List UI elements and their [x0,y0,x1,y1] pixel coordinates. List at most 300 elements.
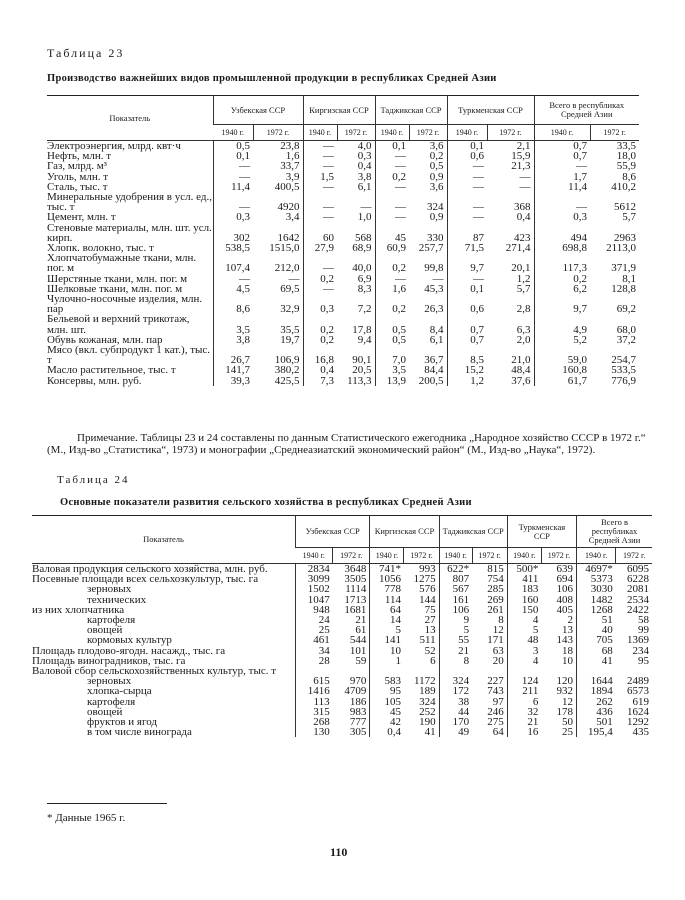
table-row [47,294,639,314]
table-cell: 13 [424,624,436,637]
table-cell: 948 [296,605,333,615]
row-label: овощей [87,705,123,718]
table-cell: 324 [427,201,444,214]
table-cell: 7,0 [375,345,409,365]
table-cell: 285 [487,583,504,596]
row-label: картофеля [87,614,136,627]
row-label: Хлопчатобумажные ткани, млн. пог. м [47,252,197,275]
table-cell: 0,5 [429,160,444,173]
table-cell: — [519,170,531,183]
table-cell: 1416 [296,686,333,696]
table-cell: 69,2 [616,303,636,316]
table-cell: 3,8 [357,170,372,183]
table-cell: 27 [424,614,436,627]
table23-year-header: 1972 г. [487,125,534,141]
table-cell: 26,7 [213,345,253,365]
table-cell: 99 [638,624,649,637]
row-label: кормовых культур [87,634,172,647]
table-cell: 37,2 [616,333,636,346]
table24-year-header: 1972 г. [472,548,507,564]
table-cell: 1,2 [516,272,531,285]
table-cell: 368 [514,201,531,214]
table-cell: 59 [355,654,367,667]
table-cell: 778 [370,584,404,594]
table-cell: 993 [419,563,436,575]
table-cell: 55,9 [616,160,636,173]
table-cell: 622* [439,564,472,575]
table-cell: 461 [296,635,333,645]
table-cell: 41 [424,726,436,739]
table-cell: 45 [375,223,409,243]
table-cell: 410,2 [611,180,636,193]
table23-year-header: 1940 г. [303,125,337,141]
table-cell: 9,7 [447,253,487,273]
table-cell: 5373 [577,574,616,584]
table-cell: 2834 [296,564,333,575]
table-cell: 19,7 [280,333,300,346]
row-label: Газ, млрд. м³ [47,160,107,173]
table24-year-header: 1940 г. [577,548,616,564]
table-cell: 2,8 [516,303,531,316]
table-cell: 144 [419,593,436,606]
table-cell: 113,3 [347,374,372,387]
table-cell: 10 [370,646,404,656]
table-cell: 15,9 [511,150,531,163]
table-cell: 45,3 [424,282,444,295]
table-cell: 6,1 [357,180,372,193]
table-cell: 212,0 [274,262,300,275]
table-cell: 69,5 [280,282,300,295]
table23-year-header: 1972 г. [253,125,303,141]
table-cell: — [303,161,337,171]
table-cell: 970 [349,675,367,688]
table-cell: 0,4 [370,727,404,737]
table-cell: 0,2 [429,150,444,163]
table-cell: 5,7 [622,211,636,224]
table-cell: 743 [487,685,504,698]
table-cell: 0,1 [447,284,487,294]
t23-header-group: Туркменская ССР [447,96,534,125]
table24-year-header: 1940 г. [507,548,541,564]
table-cell: 160,8 [534,365,590,375]
table-cell: 71,5 [447,243,487,253]
table-cell: 2534 [627,593,649,606]
table-cell: 9,4 [357,333,372,346]
row-label: Масло растительное, тыс. т [47,364,176,377]
table-cell: 227 [487,675,504,688]
table-cell: 615 [296,676,333,686]
table-cell: 40,0 [352,262,372,275]
table-cell: 23,8 [280,140,300,152]
table-cell: 186 [349,695,367,708]
t24-header-group: Туркменская ССР [507,516,576,548]
table23-year-header: 1940 г. [534,125,590,141]
table-cell: 0,3 [534,212,590,222]
table-cell: 18,0 [616,150,636,163]
table-cell: — [375,182,409,192]
table-cell: 11,4 [534,182,590,192]
table24 [32,515,652,737]
table-cell: 12 [492,624,504,637]
table-cell: 815 [487,563,504,575]
table24-label: Таблица 24 [57,474,130,486]
table-cell: 106 [556,583,573,596]
table-cell: 61,7 [534,376,590,386]
table-cell: 9,7 [534,294,590,314]
table-cell: 0,5 [375,314,409,334]
table-cell: 59,0 [534,345,590,365]
table-cell: 0,6 [447,151,487,161]
table-cell: 4709 [344,685,367,698]
table-cell: — [534,161,590,171]
table-cell: 27,9 [303,243,337,253]
row-label: Площадь плодово-ягодн. насажд., тыс. га [32,644,226,657]
t24-header-group: Киргизская ССР [370,516,439,548]
table-cell: 32 [507,707,541,717]
table-cell: 425,5 [274,374,300,387]
table-cell: 171 [487,634,504,647]
table-cell: — [375,161,409,171]
table-cell: 33,7 [280,160,300,173]
table-cell: 932 [556,685,573,698]
table-cell: 21 [439,646,472,656]
table-cell: 1713 [344,593,367,606]
table-cell: 0,1 [447,141,487,152]
table-cell: 75 [424,603,436,616]
table-cell: 2,0 [516,333,531,346]
table-cell: 0,2 [375,172,409,182]
row-label: Чулочно-носочные изделия, млн. пар [47,293,203,316]
table-cell: 639 [556,563,573,575]
row-label: Площадь виноградников, тыс. га [32,654,186,667]
table-cell: 694 [556,573,573,586]
row-label: Консервы, млн. руб. [47,374,142,387]
table-cell: 8,5 [447,345,487,365]
table-cell: 1047 [296,595,333,605]
table-cell: 254,7 [611,354,636,367]
table24-year-header: 1972 г. [404,548,439,564]
t23-header-group: Таджикская ССР [375,96,447,125]
table-cell: — [360,201,372,214]
table-cell: 371,9 [611,262,636,275]
table23-label: Таблица 23 [47,46,125,60]
table-cell: — [447,192,487,212]
table-cell: 1,2 [447,376,487,386]
row-label: Минеральные удобрения в усл. ед., тыс. т [47,191,212,214]
table-cell: 271,4 [505,242,531,255]
table-cell: 0,2 [303,335,337,345]
table-cell: 20,5 [352,364,372,377]
table-cell: 49 [439,727,472,737]
table-cell: 324 [419,695,436,708]
table-cell: 257,7 [418,242,444,255]
table-cell: 0,4 [357,160,372,173]
table-cell: 95 [638,654,649,667]
table-cell: 68,9 [352,242,372,255]
table-cell: 141,7 [213,365,253,375]
table-cell: 1502 [296,584,333,594]
table-cell: 60,9 [375,243,409,253]
table-cell: 99,8 [424,262,444,275]
table-cell: — [303,151,337,161]
table-cell: 128,8 [611,282,636,295]
table-cell: 84,4 [424,364,444,377]
table-cell: 1,0 [357,211,372,224]
table-cell: — [534,192,590,212]
table-cell: 2422 [627,603,649,616]
table-cell: 0,7 [534,141,590,152]
table-cell: 0,2 [534,274,590,284]
table-cell: 400,5 [274,180,300,193]
table-cell: 8,4 [429,323,444,336]
table-cell: 117,3 [534,253,590,273]
table23-year-header: 1940 г. [213,125,253,141]
table-cell: 114 [370,595,404,605]
table-cell: — [303,284,337,294]
table-cell: 25 [296,625,333,635]
table-cell: 189 [419,685,436,698]
table-cell: 501 [577,717,616,727]
table-cell: 13,9 [375,376,409,386]
table-cell: 48 [507,635,541,645]
table-cell: 150 [507,605,541,615]
table-cell: 170 [439,717,472,727]
table-cell: 7,3 [303,376,337,386]
table-cell: 178 [556,705,573,718]
table-cell: 583 [370,676,404,686]
row-label: Бельевой и верхний трикотаж, млн. шт. [47,313,190,336]
table-cell: 1172 [414,675,436,688]
table-row [32,727,652,737]
table-cell: 6,1 [429,333,444,346]
table-cell: 0,1 [375,141,409,152]
table-cell: 44 [439,707,472,717]
table-cell: — [303,192,337,212]
table-cell: — [519,180,531,193]
row-label: Валовой сбор сельскохозяйственных культур, тыс. т [32,665,277,678]
table-row [32,615,652,625]
table-cell: 567 [439,584,472,594]
table-cell: 39,3 [213,376,253,386]
row-label: Шерстяные ткани, млн. пог. м [47,272,188,285]
footnote-rule [47,803,167,804]
table-cell: 34 [296,646,333,656]
table-cell: 1681 [344,603,367,616]
table-cell: 45 [370,707,404,717]
t24-header-indicator: Показатель [32,516,296,564]
table24-year-header: 1940 г. [439,548,472,564]
table-cell: 234 [632,644,649,657]
table-cell: 21 [507,717,541,727]
table-cell: 21 [355,614,367,627]
table-cell: 4 [507,656,541,666]
table-cell: — [447,212,487,222]
table-cell: 2081 [627,583,649,596]
table-cell: — [213,172,253,182]
table-cell: 16,8 [303,345,337,365]
table-cell: 0,7 [447,335,487,345]
table-cell: 262 [577,697,616,707]
table24-year-header: 1972 г. [616,548,652,564]
table-cell: 87 [447,223,487,243]
table-cell: 20,1 [511,262,531,275]
table-cell: 124 [507,676,541,686]
table-cell: 324 [439,676,472,686]
table-cell: 8,6 [622,170,636,183]
table-cell: — [213,274,253,284]
table-cell: 698,8 [534,243,590,253]
table-cell: 0,4 [303,365,337,375]
table24-year-header: 1972 г. [541,548,576,564]
table-row [47,151,639,161]
t24-header-group: Всего в республиках Средней Азии [577,516,653,548]
table-cell: 35,5 [280,323,300,336]
table-cell: 6,3 [516,323,531,336]
table-cell: 511 [419,634,436,647]
row-label: Шелковые ткани, млн. пог. м [47,282,183,295]
note-paragraph: Примечание. Таблицы 23 и 24 составлены по данным Статистического ежегодника „Народное хозяйство СССР в 1972 г.“ (М., Изд-во „Статистика“, 1973) и монографии „Среднеазиатский экономический район“ (М., Изд-во „Наука“, 1972). [47,432,646,456]
table-cell: 268 [296,717,333,727]
t23-header-group: Всего в республиках Средней Азии [534,96,639,125]
table-cell: — [432,272,444,285]
table-cell: 105 [370,697,404,707]
table23-title: Производство важнейших видов промышленной продукции в республиках Средней Азии [47,73,497,84]
table-cell: 60 [303,223,337,243]
table-row [47,345,639,365]
table-row [47,172,639,182]
table-cell: 544 [349,634,367,647]
table-cell: 302 [213,223,253,243]
table-cell: — [303,141,337,152]
table-cell: 1,6 [285,150,300,163]
table-cell: 101 [349,644,367,657]
table-cell: 2963 [614,231,636,244]
table-cell: 64 [492,726,504,739]
table-cell: 0,2 [375,294,409,314]
table-cell: 705 [577,635,616,645]
table-row [47,141,639,152]
table-cell: 38 [439,697,472,707]
table-cell: — [447,274,487,284]
t23-header-indicator: Показатель [47,96,213,141]
table-row [47,161,639,171]
row-label: Цемент, млн. т [47,211,116,224]
footnote: * Данные 1965 г. [47,812,126,824]
table-cell: 68,0 [616,323,636,336]
table-cell: 120 [556,675,573,688]
table-cell: 411 [507,574,541,584]
table-cell: 3,5 [375,365,409,375]
table-cell: 0,5 [375,335,409,345]
table-cell: 52 [424,644,436,657]
t23-header-group: Киргизская ССР [303,96,375,125]
table-cell: 0,5 [213,141,253,152]
table-cell: — [375,192,409,212]
table-cell: 3,6 [429,180,444,193]
table-cell: — [375,274,409,284]
table-cell: 246 [487,705,504,718]
table-cell: 36,7 [424,354,444,367]
table-cell: — [213,161,253,171]
table-cell: 26,3 [424,303,444,316]
table-cell: 533,5 [611,364,636,377]
table-cell: 1644 [577,676,616,686]
t23-header-group: Узбекская ССР [213,96,303,125]
table-cell: 130 [296,727,333,737]
table-cell: 41 [577,656,616,666]
table-cell: — [375,212,409,222]
table-cell: 58 [638,614,649,627]
table-cell: 1,5 [303,172,337,182]
table-cell: 0,1 [213,151,253,161]
table-cell: 741* [370,564,404,575]
table-cell: 0,7 [447,314,487,334]
table-cell: 1624 [627,705,649,718]
table-cell: 18 [562,644,573,657]
table-cell: 619 [632,695,649,708]
table-row [47,376,639,386]
table-cell: 5,2 [534,335,590,345]
table-cell: 408 [556,593,573,606]
table-cell: — [303,212,337,222]
table-cell: — [303,253,337,273]
table-cell: 777 [349,716,367,729]
table-cell: 1,6 [375,284,409,294]
table-cell: 315 [296,707,333,717]
table23 [47,95,639,386]
table-cell: 97 [492,695,504,708]
table-cell: — [288,272,300,285]
table-cell: 0,2 [303,274,337,284]
table-cell: 95 [370,686,404,696]
table24-year-header: 1972 г. [333,548,370,564]
table-cell: 4,9 [534,314,590,334]
table-cell: 64 [370,605,404,615]
table-cell: 983 [349,705,367,718]
table-cell: 32,9 [280,303,300,316]
row-label: фруктов и ягод [87,716,158,729]
table-cell: 6 [507,697,541,707]
table-cell: 5 [507,625,541,635]
table-cell: 50 [562,716,573,729]
table-cell: 11,4 [213,182,253,192]
table-cell: 3,5 [213,314,253,334]
table-cell: 8,3 [357,282,372,295]
table-cell: 494 [534,223,590,243]
table-cell: 1894 [577,686,616,696]
table-row [47,192,639,212]
table-cell: 0,3 [303,294,337,314]
table-cell: 33,5 [616,140,636,152]
table-cell: 8,1 [622,272,636,285]
table-cell: 141 [370,635,404,645]
table-cell: 436 [577,707,616,717]
table-cell: 25 [562,726,573,739]
table-cell: 90,1 [352,354,372,367]
table-cell: 1056 [370,574,404,584]
table-cell: 51 [577,615,616,625]
table-cell: 6 [430,654,436,667]
table-cell: 1482 [577,595,616,605]
table-cell: 269 [487,593,504,606]
table23-year-header: 1972 г. [409,125,447,141]
table-cell: 183 [507,584,541,594]
table-cell: 4697* [577,564,616,575]
table-cell: 3505 [344,573,367,586]
table-cell: 6573 [627,685,649,698]
table-cell: 261 [487,603,504,616]
row-label: Стеновые материалы, млн. шт. усл. кирп. [47,221,212,244]
